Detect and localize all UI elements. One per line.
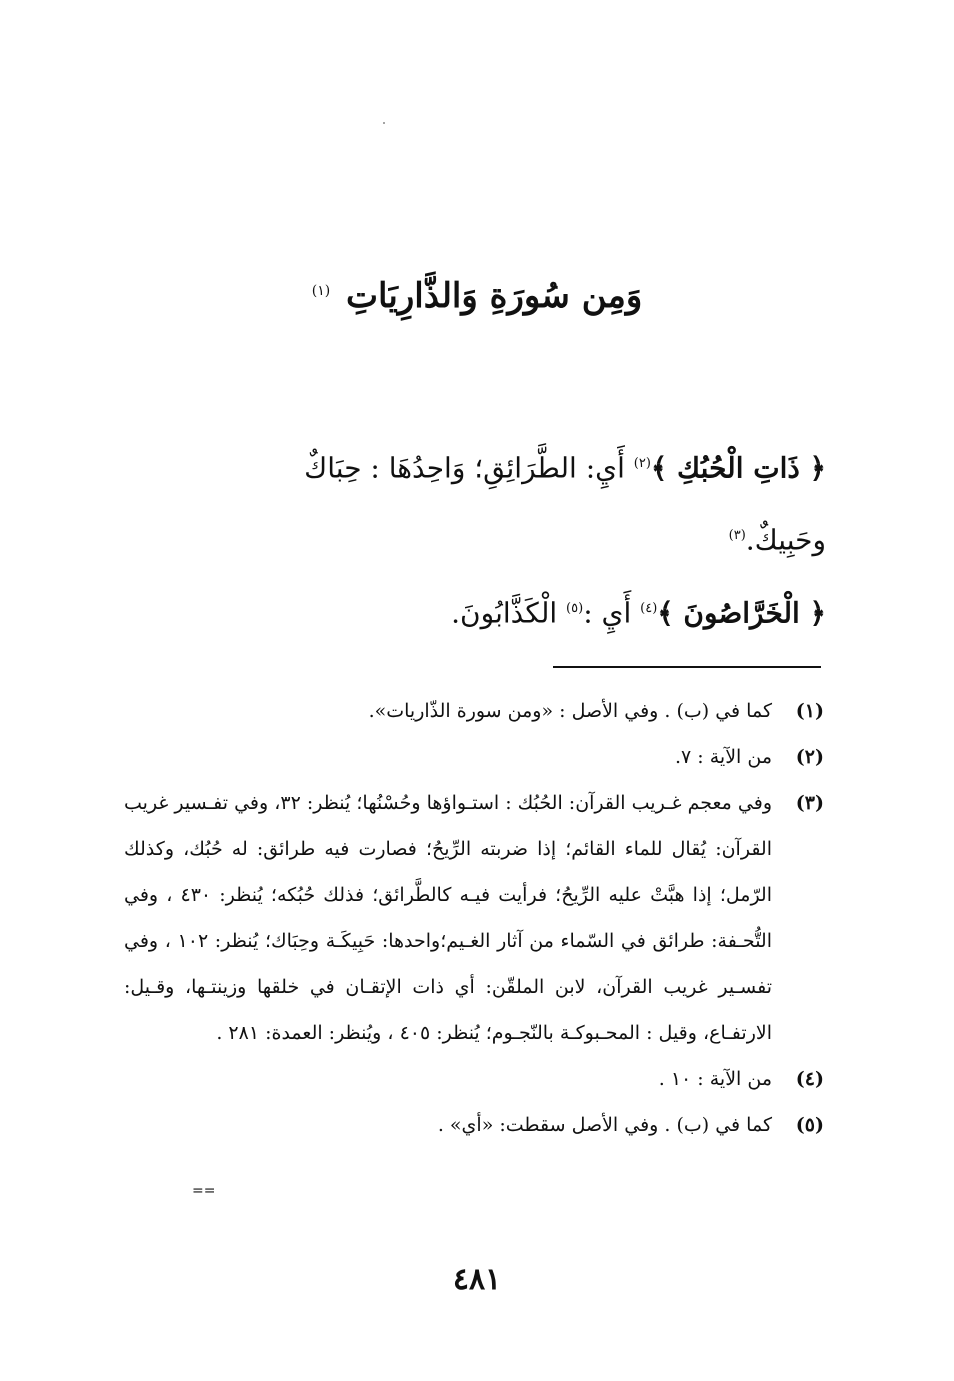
footnote-item: [124, 780, 824, 1056]
footnote-ref-2: (٢): [633, 456, 651, 471]
footnote-text: كما في (ب) . وفي الأصل : «ومن سورة الذّاريات».: [368, 700, 772, 722]
footnote-number: (٥): [795, 1114, 824, 1136]
footnote-separator: [553, 666, 821, 668]
footnote-number: (٣): [795, 792, 824, 814]
verse-dhat-al-hubuk: ﴿ ذَاتِ الْحُبُكِ ﴾: [650, 451, 826, 485]
verse-al-kharrasun: ﴿ الْخَرَّاصُونَ ﴾: [657, 595, 826, 629]
footnote-text: من الآية : ٧.: [674, 746, 772, 768]
end-mark: ==: [192, 1183, 216, 1199]
footnote-item: [124, 734, 824, 780]
explanation-kadhdhabun: الْكَذَّابُونَ.: [451, 595, 558, 629]
main-text: [126, 430, 826, 647]
footnote-number: (١): [795, 700, 824, 722]
footnote-item: [124, 688, 824, 734]
footnotes: [124, 688, 824, 1148]
explanation-ay: أَيِ :: [583, 595, 632, 629]
main-line-1: [126, 430, 826, 502]
page-number: ٤٨١: [452, 1262, 502, 1297]
footnote-ref-3: (٣): [728, 528, 746, 544]
speck: [383, 122, 385, 124]
footnote-text: من الآية : ١٠ .: [658, 1068, 772, 1090]
main-line-2: [126, 502, 826, 574]
footnote-text: وفي معجم غـريب القرآن: الحُبُك : استـواؤها وحُسْنُها؛ يُنظر: ٣٢، وفي تفـسير غريب القرآن: يُقال للماء القائم؛ إذا ضربته الرِّيحُ؛ فصارت فيه طرائق: له حُبُك، وكذلك الرّمل؛ إذا هبَّتْ عليه الرِّيحُ؛ فرأيت فيـه كالطَّرائق؛ فذلك حُبُكه؛ يُنظر: ٤٣٠ ، وفي التُّحـفة: طرائق في السّماء من آثار الغـيم؛واحدها: حَبِيكَـة وحِبَاك؛ يُنظر: ١٠٢ ، وفي تفسـير غريب القرآن، لابن الملقّن: أي ذات الإتقـان في خلقها وزينتـها، وقـيل: الارتفـاع، وقيل : المحـبوكـة بالنّجـوم؛ يُنظر: ٤٠٥ ، ويُنظر: العمدة: ٢٨١ .: [124, 792, 772, 1044]
footnote-number: (٢): [795, 746, 824, 768]
main-line-3: [126, 575, 826, 647]
explanation-text: أَيِ: الطَّرَائِقِ؛ وَاحِدُهَا : حِبَاكٌ: [304, 451, 625, 485]
footnote-ref-4: (٤): [640, 600, 658, 616]
surah-title: [0, 276, 954, 316]
title-footnote-ref: (١): [311, 282, 331, 299]
footnote-item: [124, 1056, 824, 1102]
footnote-item: [124, 1102, 824, 1148]
surah-title-text: وَمِن سُورَةِ وَالذَّارِيَاتِ: [346, 276, 643, 316]
footnote-ref-5: (٥): [566, 600, 584, 616]
explanation-continuation: وحَبِيكٌ.: [745, 523, 826, 557]
footnote-text: كما في (ب) . وفي الأصل سقطت: «أي» .: [437, 1114, 772, 1136]
footnote-number: (٤): [795, 1068, 824, 1090]
